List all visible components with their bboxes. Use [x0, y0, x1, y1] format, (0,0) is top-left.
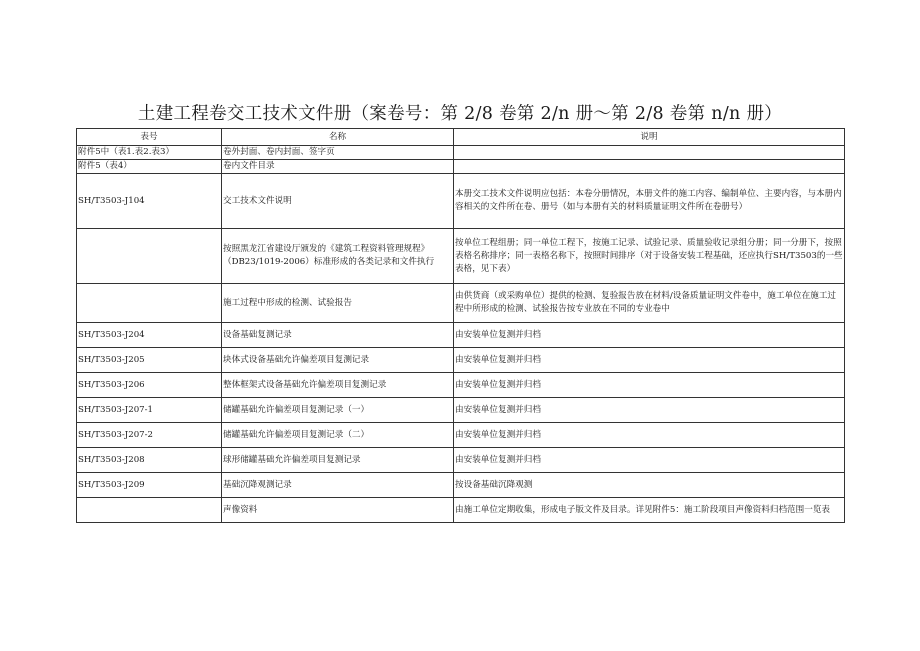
cell-note: 由安装单位复测并归档: [454, 398, 845, 423]
table-row: [77, 284, 845, 323]
cell-name: 块体式设备基础允许偏差项目复测记录: [222, 348, 454, 373]
cell-note: 按单位工程组册；同一单位工程下，按施工记录、试验记录、质量验收记录组分册；同一分册下，按照表格名称排序；同一表格名称下，按照时间排序（对于设备安装工程基础，还应执行SH/T3503的一些表格，见下表）: [454, 229, 845, 284]
document-title: 土建工程卷交工技术文件册（案卷号：第 2/8 卷第 2/n 册～第 2/8 卷第 n/n 册）: [137, 104, 783, 124]
cell-note: 由供货商（或采购单位）提供的检测、复验报告放在材料/设备质量证明文件卷中，施工单位在施工过程中所形成的检测、试验报告按专业放在不同的专业卷中: [454, 284, 845, 323]
cell-code: SH/T3503-J207-1: [77, 398, 222, 423]
cell-note: [454, 160, 845, 174]
cell-name: 设备基础复测记录: [222, 323, 454, 348]
cell-code: [77, 229, 222, 284]
cell-note: 由安装单位复测并归档: [454, 348, 845, 373]
cell-name: 声像资料: [222, 498, 454, 523]
cell-name: 球形储罐基础允许偏差项目复测记录: [222, 448, 454, 473]
cell-name: 储罐基础允许偏差项目复测记录（二）: [222, 423, 454, 448]
cell-code: 附件5中（表1.表2.表3）: [77, 146, 222, 160]
cell-note: 由安装单位复测并归档: [454, 448, 845, 473]
cell-note: 本册交工技术文件说明应包括：本卷分册情况，本册文件的施工内容、编制单位、主要内容，与本册内容相关的文件所在卷、册号（如与本册有关的材料质量证明文件所在卷册号）: [454, 174, 845, 229]
cell-note: 由安装单位复测并归档: [454, 323, 845, 348]
cell-code: 附件5（表4）: [77, 160, 222, 174]
cell-code: SH/T3503-J206: [77, 373, 222, 398]
cell-name: 基础沉降观测记录: [222, 473, 454, 498]
header-code: 表号: [77, 129, 222, 146]
cell-code: SH/T3503-J207-2: [77, 423, 222, 448]
cell-code: SH/T3503-J104: [77, 174, 222, 229]
table-row: [77, 448, 845, 473]
cell-name: 施工过程中形成的检测、试验报告: [222, 284, 454, 323]
cell-name: 整体框架式设备基础允许偏差项目复测记录: [222, 373, 454, 398]
cell-note: 按设备基础沉降观测: [454, 473, 845, 498]
cell-code: SH/T3503-J209: [77, 473, 222, 498]
cell-name: 储罐基础允许偏差项目复测记录（一）: [222, 398, 454, 423]
table-header-row: [77, 129, 845, 146]
cell-note: 由施工单位定期收集，形成电子版文件及目录。详见附件5：施工阶段项目声像资料归档范围一览表: [454, 498, 845, 523]
table-row: [77, 229, 845, 284]
cell-note: [454, 146, 845, 160]
table-row: [77, 498, 845, 523]
table-row: [77, 423, 845, 448]
cell-code: [77, 284, 222, 323]
table-row: [77, 398, 845, 423]
table-row: [77, 473, 845, 498]
header-name: 名称: [222, 129, 454, 146]
cell-code: SH/T3503-J204: [77, 323, 222, 348]
cell-code: SH/T3503-J205: [77, 348, 222, 373]
cell-name: 按照黑龙江省建设厅颁发的《建筑工程资料管理规程》（DB23/1019-2006）标准形成的各类记录和文件执行: [222, 229, 454, 284]
cell-note: 由安装单位复测并归档: [454, 423, 845, 448]
table-row: [77, 174, 845, 229]
header-note: 说明: [454, 129, 845, 146]
cell-name: 卷外封面、卷内封面、签字页: [222, 146, 454, 160]
cell-name: 卷内文件目录: [222, 160, 454, 174]
document-table: [76, 128, 845, 523]
cell-code: [77, 498, 222, 523]
table-row: [77, 373, 845, 398]
cell-code: SH/T3503-J208: [77, 448, 222, 473]
table-row: [77, 146, 845, 160]
table-row: [77, 348, 845, 373]
table-row: [77, 160, 845, 174]
table-row: [77, 323, 845, 348]
cell-name: 交工技术文件说明: [222, 174, 454, 229]
cell-note: 由安装单位复测并归档: [454, 373, 845, 398]
